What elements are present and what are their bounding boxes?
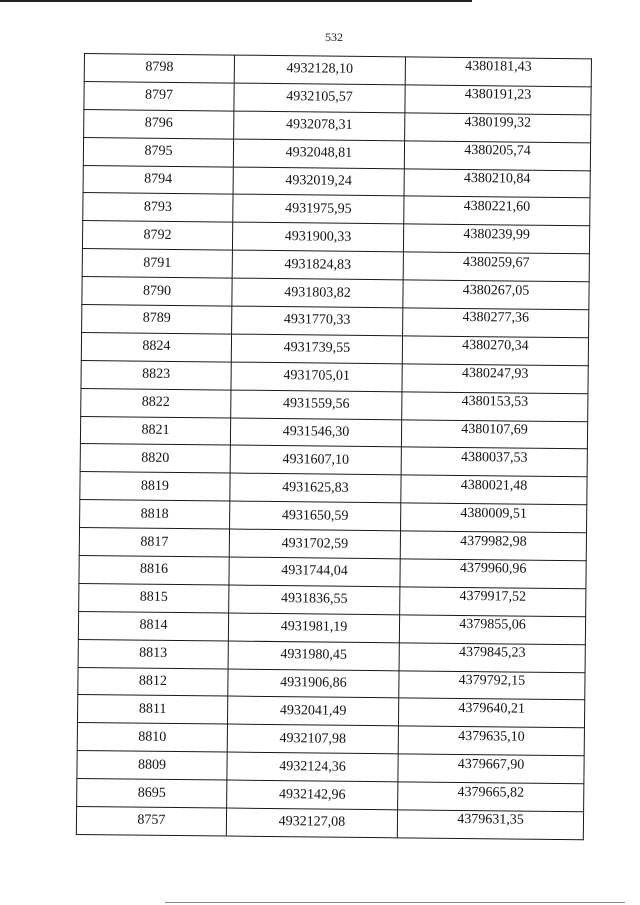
y-coordinate-cell [399,670,585,700]
coordinates-table [76,53,592,840]
coordinates-table-body [76,54,591,840]
y-coordinate-value: 4379982,98 [460,533,527,550]
y-coordinate-cell [398,782,584,812]
x-coordinate-cell: 4931770,33 [232,306,403,336]
y-coordinate-cell [402,364,588,394]
y-coordinate-cell [404,141,590,171]
y-coordinate-cell [401,503,587,533]
y-coordinate-cell [403,308,589,338]
y-coordinate-value: 4380259,67 [463,254,530,271]
y-coordinate-cell [403,280,589,310]
x-coordinate-cell: 4931906,86 [228,669,399,699]
x-coordinate-cell: 4932128,10 [234,55,405,85]
y-coordinate-value: 4380153,53 [461,394,529,410]
y-coordinate-value: 4379917,52 [459,589,527,606]
point-id-cell: 8821 [80,416,230,445]
y-coordinate-value: 4380181,43 [465,59,532,76]
y-coordinate-cell [403,224,589,254]
point-id-cell: 8820 [80,444,230,473]
x-coordinate-cell: 4932107,98 [227,724,398,754]
y-coordinate-value: 4380205,74 [464,143,531,159]
y-coordinate-value: 4380107,69 [461,421,528,438]
x-coordinate-cell: 4932041,49 [227,697,398,727]
y-coordinate-value: 4379845,23 [458,645,526,661]
y-coordinate-value: 4379792,15 [458,672,526,689]
point-id-cell: 8794 [83,165,233,194]
point-id-cell: 8790 [82,277,232,306]
x-coordinate-cell: 4931975,95 [233,195,404,225]
y-coordinate-value: 4379631,35 [457,812,524,829]
point-id-cell: 8809 [77,751,227,780]
table-row [76,807,583,840]
y-coordinate-cell [398,698,584,728]
x-coordinate-cell: 4932105,57 [234,83,405,113]
point-id-cell: 8796 [84,109,234,138]
y-coordinate-value: 4380210,84 [463,170,531,187]
point-id-cell: 8792 [82,221,232,250]
point-id-cell: 8813 [78,639,228,668]
y-coordinate-value: 4380270,34 [462,338,529,355]
x-coordinate-cell: 4931546,30 [230,418,401,448]
coordinates-table-wrapper [76,53,592,840]
x-coordinate-cell: 4931705,01 [231,362,402,392]
x-coordinate-cell: 4931803,82 [232,278,403,308]
point-id-cell: 8812 [78,667,228,696]
x-coordinate-cell: 4931980,45 [228,641,399,671]
point-id-cell: 8817 [79,528,229,557]
point-id-cell: 8797 [84,81,234,110]
y-coordinate-value: 4380267,05 [462,282,530,299]
y-coordinate-value: 4380037,53 [460,449,528,466]
x-coordinate-cell: 4932019,24 [233,167,404,197]
x-coordinate-cell: 4932142,96 [227,780,398,810]
y-coordinate-value: 4380239,99 [463,226,530,243]
x-coordinate-cell: 4932127,08 [226,808,397,838]
point-id-cell: 8819 [80,472,230,501]
y-coordinate-cell [405,57,591,87]
y-coordinate-cell [401,419,587,449]
point-id-cell: 8695 [77,779,227,808]
point-id-cell: 8824 [81,332,231,361]
y-coordinate-value: 4380191,23 [464,87,532,104]
y-coordinate-value: 4380221,60 [463,198,531,215]
y-coordinate-value: 4379667,90 [457,756,525,773]
x-coordinate-cell: 4931650,59 [230,501,401,531]
y-coordinate-cell [404,196,590,226]
y-coordinate-cell [403,252,589,282]
y-coordinate-cell [401,475,587,505]
y-coordinate-cell [397,810,583,840]
y-coordinate-value: 4379635,10 [458,728,525,745]
y-coordinate-cell [398,754,584,784]
scan-edge-bottom [165,902,625,903]
y-coordinate-cell [405,113,591,143]
y-coordinate-value: 4380009,51 [460,505,528,522]
y-coordinate-cell [398,726,584,756]
y-coordinate-cell [405,85,591,115]
point-id-cell: 8814 [78,611,228,640]
y-coordinate-value: 4380277,36 [462,310,530,327]
x-coordinate-cell: 4932124,36 [227,752,398,782]
y-coordinate-value: 4379640,21 [458,700,525,717]
y-coordinate-value: 4380199,32 [464,115,532,131]
point-id-cell: 8823 [81,360,231,389]
y-coordinate-cell [400,587,586,617]
y-coordinate-cell [399,643,585,673]
point-id-cell: 8816 [79,556,229,585]
y-coordinate-cell [401,447,587,477]
x-coordinate-cell: 4931824,83 [232,250,403,280]
x-coordinate-cell: 4931744,04 [229,557,400,587]
x-coordinate-cell: 4932078,31 [234,111,405,141]
x-coordinate-cell: 4931981,19 [228,613,399,643]
point-id-cell: 8822 [81,388,231,417]
point-id-cell: 8795 [83,137,233,166]
y-coordinate-cell [399,615,585,645]
point-id-cell: 8798 [84,54,234,83]
page-number: 532 [325,30,343,44]
y-coordinate-value: 4379855,06 [459,617,526,633]
point-id-cell: 8811 [77,695,227,724]
x-coordinate-cell: 4931900,33 [232,222,403,252]
x-coordinate-cell: 4931836,55 [229,585,400,615]
x-coordinate-cell: 4931607,10 [230,446,401,476]
y-coordinate-cell [400,531,586,561]
y-coordinate-cell [400,559,586,589]
y-coordinate-value: 4379960,96 [459,561,527,578]
x-coordinate-cell: 4932048,81 [233,139,404,169]
point-id-cell: 8791 [82,249,232,278]
x-coordinate-cell: 4931702,59 [229,529,400,559]
y-coordinate-cell [402,392,588,422]
x-coordinate-cell: 4931739,55 [231,334,402,364]
point-id-cell: 8757 [76,807,226,836]
x-coordinate-cell: 4931625,83 [230,473,401,503]
scan-edge-top [0,0,472,2]
x-coordinate-cell: 4931559,56 [231,390,402,420]
point-id-cell: 8815 [79,583,229,612]
y-coordinate-value: 4379665,82 [457,784,525,801]
point-id-cell: 8810 [77,723,227,752]
point-id-cell: 8789 [82,305,232,334]
y-coordinate-value: 4380247,93 [461,366,529,382]
point-id-cell: 8818 [80,500,230,529]
point-id-cell: 8793 [83,193,233,222]
y-coordinate-cell [404,168,590,198]
y-coordinate-value: 4380021,48 [460,477,528,494]
y-coordinate-cell [402,336,588,366]
